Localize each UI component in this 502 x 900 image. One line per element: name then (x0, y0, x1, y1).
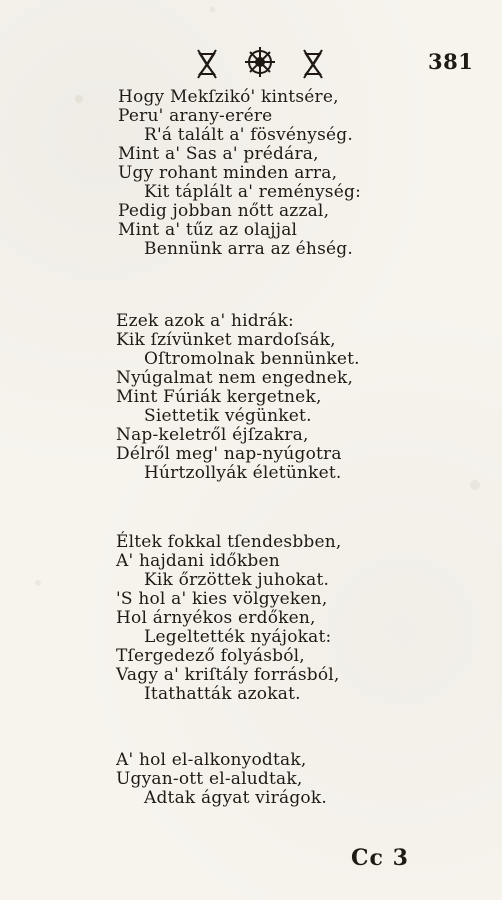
poem-line: Itathatták azokat. (144, 684, 301, 704)
header-ornament (190, 43, 330, 81)
stanza-3 (0, 532, 502, 724)
poem-line: Délről meg' nap-nyúgotra (116, 444, 342, 464)
poem-line: Nap-keletről éjſzakra, (116, 425, 309, 445)
poem-line: Legeltették nyájokat: (144, 627, 332, 647)
paper-spot (210, 7, 215, 12)
poem-line: 'S hol a' kies völgyeken, (116, 589, 328, 609)
poem-line: Bennünk arra az éhség. (144, 239, 353, 259)
poem-line: Kik ſzívünket mardoſsák, (116, 330, 336, 350)
poem (0, 87, 502, 807)
poem-line: Hogy Mekſzikó' kintsére, (118, 87, 339, 107)
poem-line: Adtak ágyat virágok. (144, 788, 327, 808)
stanza-2 (0, 311, 502, 503)
page-number: 381 (428, 49, 474, 74)
poem-line: R'á talált a' fösvénység. (144, 125, 353, 145)
stanza-1 (0, 87, 502, 279)
poem-line: Éltek fokkal tſendesbben, (116, 532, 342, 552)
poem-line: Pedig jobban nőtt azzal, (118, 201, 330, 221)
poem-line: Ezek azok a' hidrák: (116, 311, 294, 331)
poem-line: Peru' arany-erére (118, 106, 273, 126)
poem-line: Mint a' Sas a' prédára, (118, 144, 319, 164)
poem-line: Húrtzollyák életünket. (144, 463, 342, 483)
stanza-4 (0, 750, 502, 830)
poem-line: Nyúgalmat nem engednek, (116, 368, 354, 388)
poem-line: Vagy a' kriſtály forrásból, (116, 665, 340, 685)
poem-line: A' hol el-alkonyodtak, (116, 750, 307, 770)
poem-line: Ugy rohant minden arra, (118, 163, 338, 183)
poem-line: Kit táplált a' reménység: (144, 182, 361, 202)
poem-line: Oſtromolnak bennünket. (144, 349, 360, 369)
poem-line: A' hajdani időkben (116, 551, 280, 571)
poem-line: Hol árnyékos erdőken, (116, 608, 316, 628)
poem-line: Ugyan-ott el-aludtak, (116, 769, 303, 789)
signature-mark: Cc 3 (351, 845, 409, 871)
poem-line: Siettetik végünket. (144, 406, 312, 426)
poem-line: Mint Fúriák kergetnek, (116, 387, 322, 407)
poem-line: Mint a' tűz az olajjal (118, 220, 298, 240)
poem-line: Kik őrzöttek juhokat. (144, 570, 330, 590)
poem-line: Tſergedező folyásból, (116, 646, 305, 666)
